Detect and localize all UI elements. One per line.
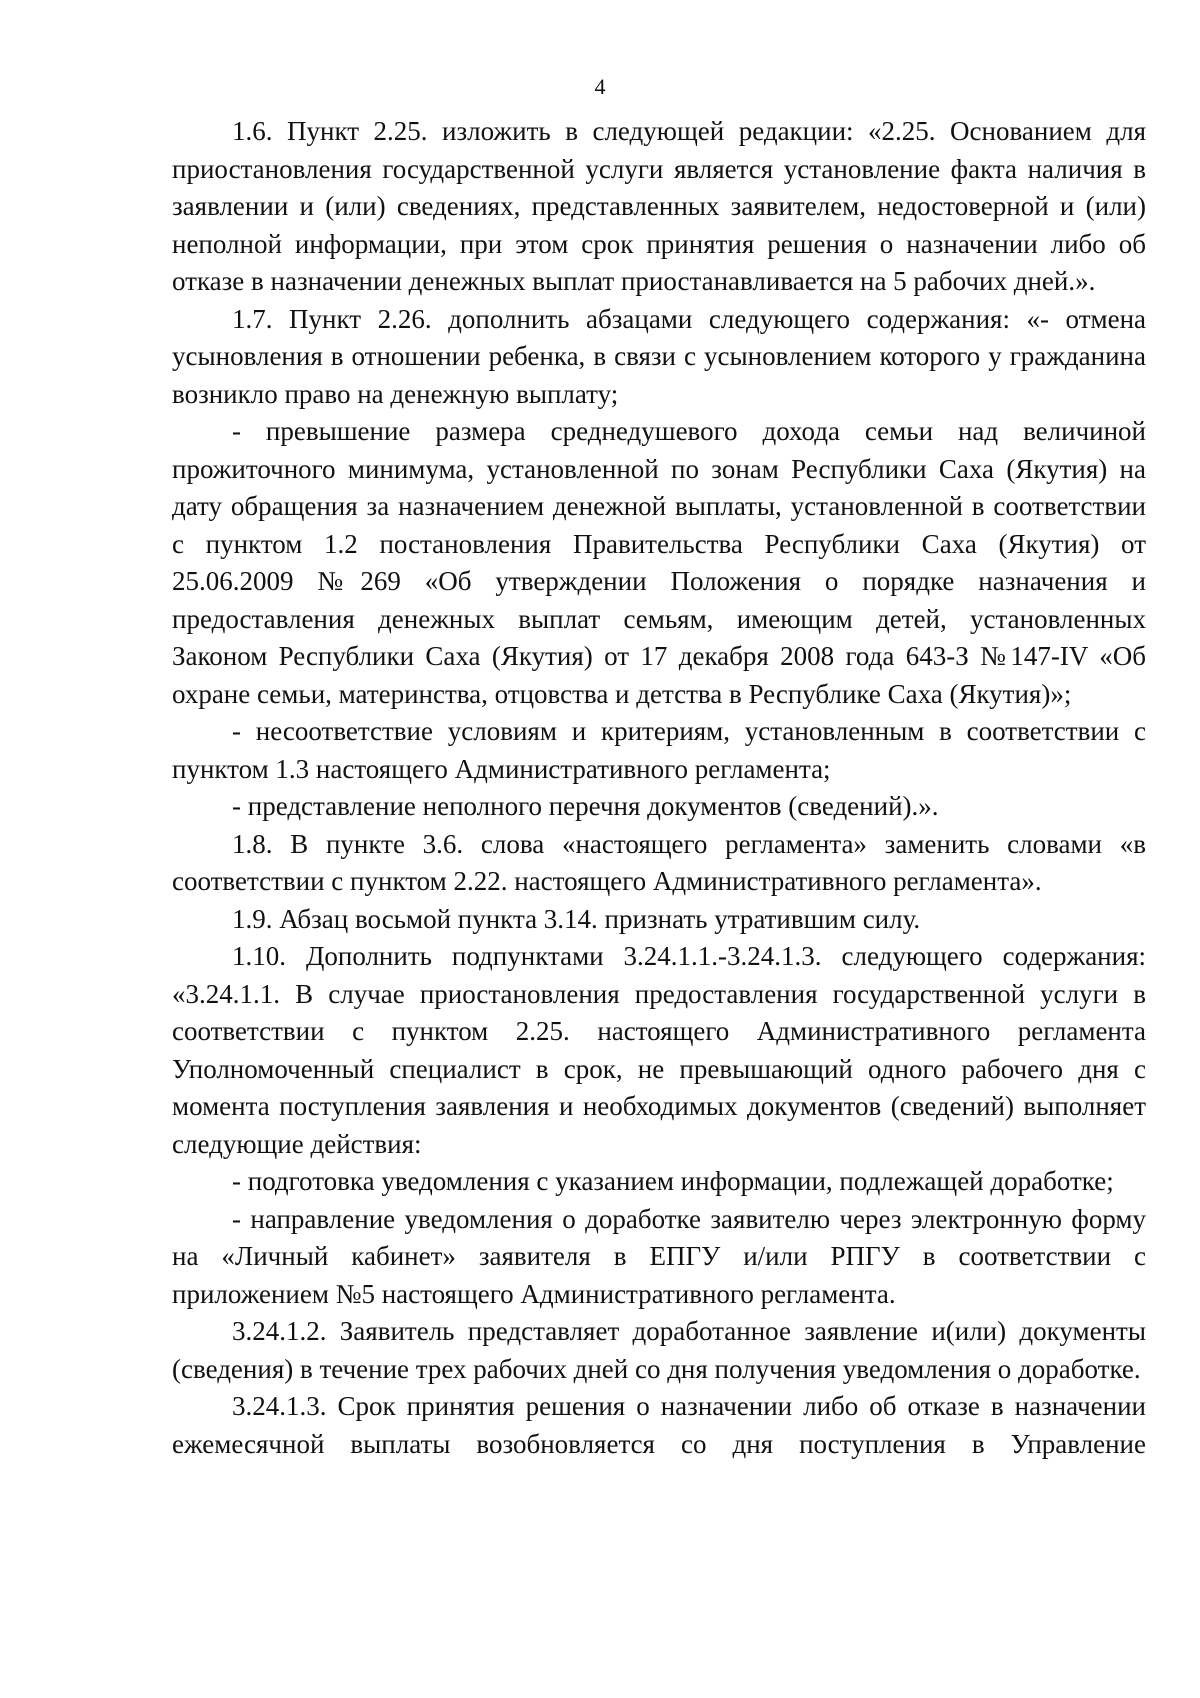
paragraph-1-10: 1.10. Дополнить подпунктами 3.24.1.1.-3.24.1.3. следующего содержания: «3.24.1.1. В случае приостановления предоставления государственной услуги в соответствии с пунктом 2.25. настоящего Административного регламента Уполномоченный специалист в срок, не превышающий одного рабочего дня с момента поступления заявления и необходимых документов (сведений) выполняет следующие действия: xyxy=(172,941,1146,1159)
paragraph-3-24-1-3: 3.24.1.3. Срок принятия решения о назначении либо об отказе в назначении ежемесячной выплаты возобновляется со дня поступления в Управление xyxy=(172,1391,1146,1459)
paragraph-income-excess: - превышение размера среднедушевого дохода семьи над величиной прожиточного минимума, установленной по зонам Республики Саха (Якутия) на дату обращения за назначением денежной выплаты, установленной в соответствии с пунктом 1.2 постановления Правительства Республики Саха (Якутия) от 25.06.2009 №269 «Об утверждении Положения о порядке назначения и предоставления денежных выплат семьям, имеющим детей, установленных Законом Республики Саха (Якутия) от 17 декабря 2008 года 643-З №147-IV «Об охране семьи, материнства, отцовства и детства в Республике Саха (Якутия)»; xyxy=(172,416,1146,709)
paragraph-nonconformity: - несоответствие условиям и критериям, установленным в соответствии с пунктом 1.3 настоящего Административного регламента; xyxy=(172,716,1146,784)
paragraph-notification-preparation: - подготовка уведомления с указанием информации, подлежащей доработке; xyxy=(232,1166,1114,1196)
paragraph-1-6: 1.6. Пункт 2.25. изложить в следующей редакции: «2.25. Основанием для приостановления государственной услуги является установление факта наличия в заявлении и (или) сведениях, представленных заявителем, недостоверной и (или) неполной информации, при этом срок принятия решения о назначении либо об отказе в назначении денежных выплат приостанавливается на 5 рабочих дней.». xyxy=(172,116,1146,296)
paragraph-notification-sending: - направление уведомления о доработке заявителю через электронную форму на «Личный кабинет» заявителя в ЕПГУ и/или РПГУ в соответствии с приложением №5 настоящего Административного регламента. xyxy=(172,1203,1146,1309)
paragraph-incomplete-documents: - представление неполного перечня документов (сведений).». xyxy=(232,791,939,821)
paragraph-3-24-1-2: 3.24.1.2. Заявитель представляет доработанное заявление и(или) документы (сведения) в течение трех рабочих дней со дня получения уведомления о доработке. xyxy=(172,1316,1146,1384)
paragraph-1-7: 1.7. Пункт 2.26. дополнить абзацами следующего содержания: «- отмена усыновления в отношении ребенка, в связи с усыновлением которого у гражданина возникло право на денежную выплату; xyxy=(172,303,1146,409)
document-body xyxy=(172,113,1146,1463)
paragraph-1-8: 1.8. В пункте 3.6. слова «настоящего регламента» заменить словами «в соответствии с пунктом 2.22. настоящего Административного регламента». xyxy=(172,828,1146,896)
page-number: 4 xyxy=(594,74,606,99)
paragraph-1-9: 1.9. Абзац восьмой пункта 3.14. признать утратившим силу. xyxy=(232,903,921,934)
